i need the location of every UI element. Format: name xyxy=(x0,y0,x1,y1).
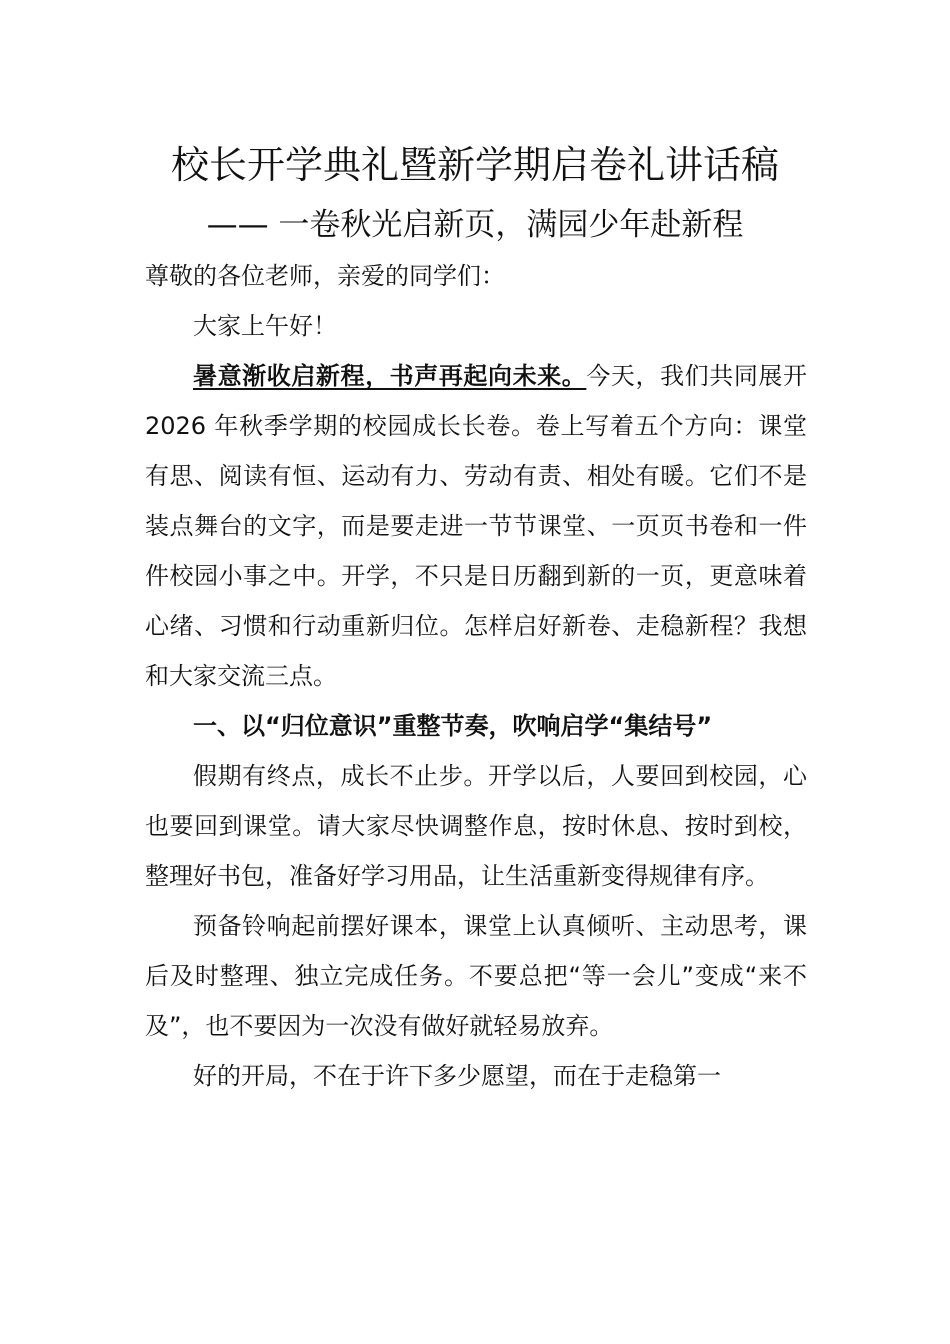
document-body xyxy=(145,251,807,1101)
section-heading-1: 一、以“归位意识”重整节奏，吹响启学“集结号” xyxy=(193,712,713,740)
document-title: 校长开学典礼暨新学期启卷礼讲话稿 xyxy=(170,143,779,187)
body-paragraph: 假期有终点，成长不止步。开学以后，人要回到校园，心也要回到课堂。请大家尽快调整作息，按时休息、按时到校，整理好书包，准备好学习用品，让生活重新变得规律有序。 xyxy=(145,762,807,890)
salutation: 尊敬的各位老师，亲爱的同学们： xyxy=(145,262,505,290)
body-paragraph: 预备铃响起前摆好课本，课堂上认真倾听、主动思考，课后及时整理、独立完成任务。不要总把“等一会儿”变成“来不及”，也不要因为一次没有做好就轻易放弃。 xyxy=(145,912,807,1040)
intro-paragraph xyxy=(145,351,807,701)
intro-text: 今天，我们共同展开 2026 年秋季学期的校园成长长卷。卷上写着五个方向：课堂有思、阅读有恒、运动有力、劳动有责、相处有暖。它们不是装点舞台的文字，而是要走进一节节课堂、一页页书卷和一件件校园小事之中。开学，不只是日历翻到新的一页，更意味着心绪、习惯和行动重新归位。怎样启好新卷、走稳新程？我想和大家交流三点。 xyxy=(145,362,808,690)
greeting: 大家上午好！ xyxy=(193,312,337,340)
intro-lead-sentence: 暑意渐收启新程，书声再起向未来。 xyxy=(193,362,587,390)
body-paragraph: 好的开局，不在于许下多少愿望，而在于走稳第一 xyxy=(193,1062,721,1090)
document-subtitle: —— 一卷秋光启新页，满园少年赴新程 xyxy=(206,207,744,243)
